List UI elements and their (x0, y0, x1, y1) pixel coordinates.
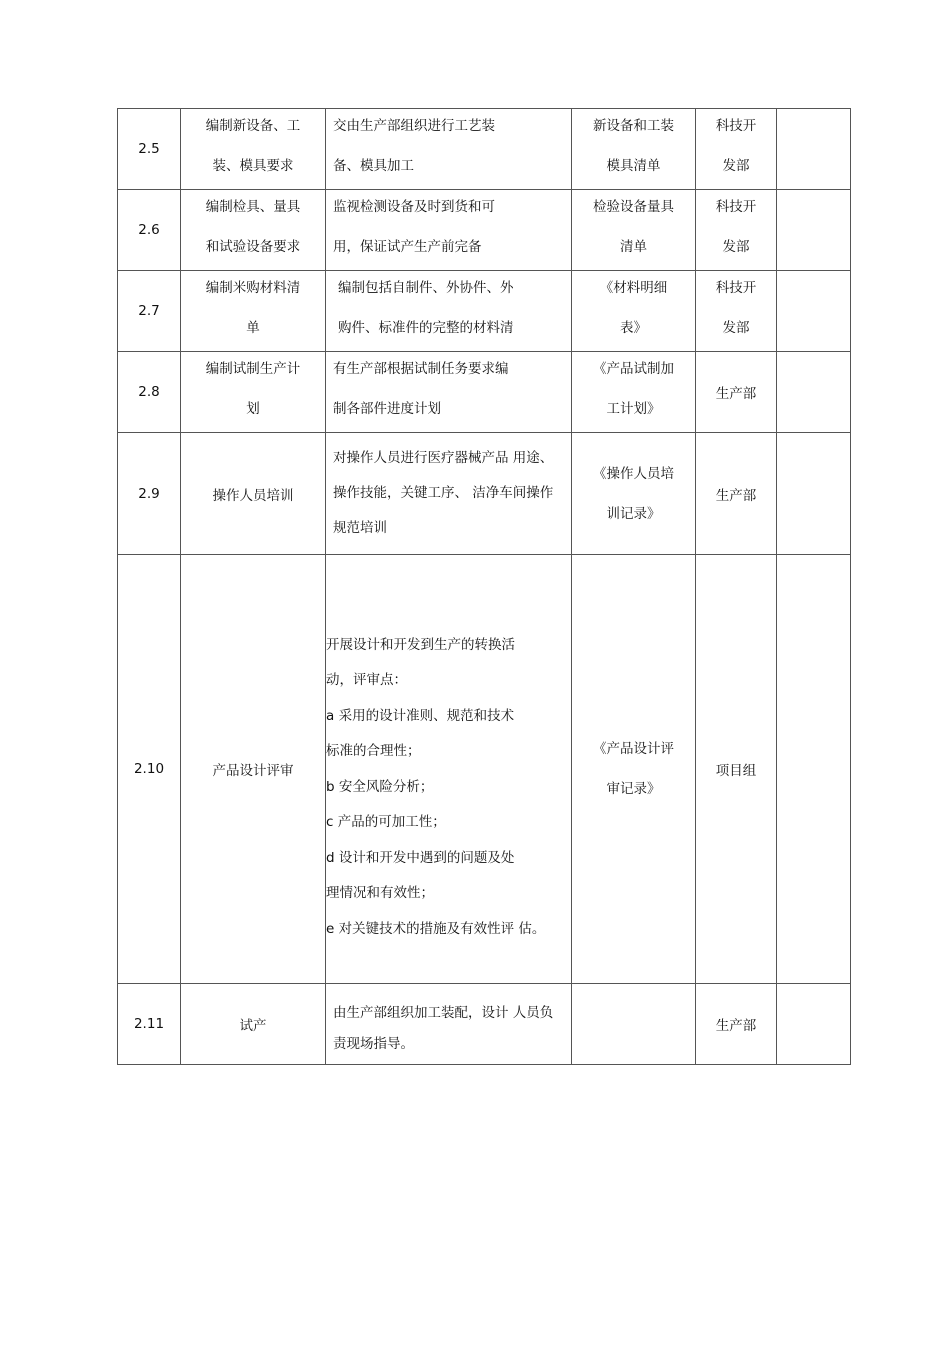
responsible-dept: 项目组 (696, 555, 777, 984)
task-name: 编制新设备、工 装、模具要求 (181, 109, 326, 190)
output-document: 《产品设计评 审记录》 (572, 555, 696, 984)
output-document (572, 983, 696, 1064)
row-number: 2.8 (118, 352, 181, 433)
remark-cell (777, 271, 851, 352)
table-row (118, 352, 851, 433)
output-document: 《材料明细 表》 (572, 271, 696, 352)
remark-cell (777, 983, 851, 1064)
table-row (118, 433, 851, 555)
remark-cell (777, 433, 851, 555)
row-number: 2.11 (118, 983, 181, 1064)
task-description: 监视检测设备及时到货和可 用，保证试产生产前完备 (326, 190, 572, 271)
task-description: 编制包括自制件、外协件、外 购件、标准件的完整的材料清 (326, 271, 572, 352)
output-document: 《操作人员培 训记录》 (572, 433, 696, 555)
task-description: 有生产部根据试制任务要求编 制各部件进度计划 (326, 352, 572, 433)
output-document: 检验设备量具 清单 (572, 190, 696, 271)
table-row (118, 555, 851, 984)
task-description: 交由生产部组织进行工艺装 备、模具加工 (326, 109, 572, 190)
responsible-dept: 生产部 (696, 983, 777, 1064)
process-table (117, 108, 851, 1065)
remark-cell (777, 352, 851, 433)
responsible-dept: 生产部 (696, 433, 777, 555)
remark-cell (777, 190, 851, 271)
output-document: 新设备和工装 模具清单 (572, 109, 696, 190)
task-description: 对操作人员进行医疗器械产品 用途、 操作技能，关键工序、 洁净车间操作 规范培训 (326, 433, 572, 555)
row-number: 2.10 (118, 555, 181, 984)
table-row (118, 983, 851, 1064)
task-name: 编制试制生产计 划 (181, 352, 326, 433)
task-name: 操作人员培训 (181, 433, 326, 555)
task-name: 编制米购材料清 单 (181, 271, 326, 352)
task-description: 由生产部组织加工装配，设计 人员负 责现场指导。 (326, 983, 572, 1064)
responsible-dept: 科技开 发部 (696, 271, 777, 352)
remark-cell (777, 555, 851, 984)
output-document: 《产品试制加 工计划》 (572, 352, 696, 433)
table-row (118, 271, 851, 352)
row-number: 2.5 (118, 109, 181, 190)
row-number: 2.7 (118, 271, 181, 352)
task-name: 试产 (181, 983, 326, 1064)
task-name: 编制检具、量具 和试验设备要求 (181, 190, 326, 271)
task-name: 产品设计评审 (181, 555, 326, 984)
remark-cell (777, 109, 851, 190)
responsible-dept: 科技开 发部 (696, 109, 777, 190)
table-row (118, 190, 851, 271)
table-row (118, 109, 851, 190)
row-number: 2.9 (118, 433, 181, 555)
responsible-dept: 科技开 发部 (696, 190, 777, 271)
task-description: 开展设计和开发到生产的转换活 动，评审点： a 采用的设计准则、规范和技术 标准的合理性； b 安全风险分析； c 产品的可加工性； d 设计和开发中遇到的问题及处 理情况和有效性； e 对关键技术的措施及有效性评 估。 (326, 555, 572, 984)
responsible-dept: 生产部 (696, 352, 777, 433)
row-number: 2.6 (118, 190, 181, 271)
